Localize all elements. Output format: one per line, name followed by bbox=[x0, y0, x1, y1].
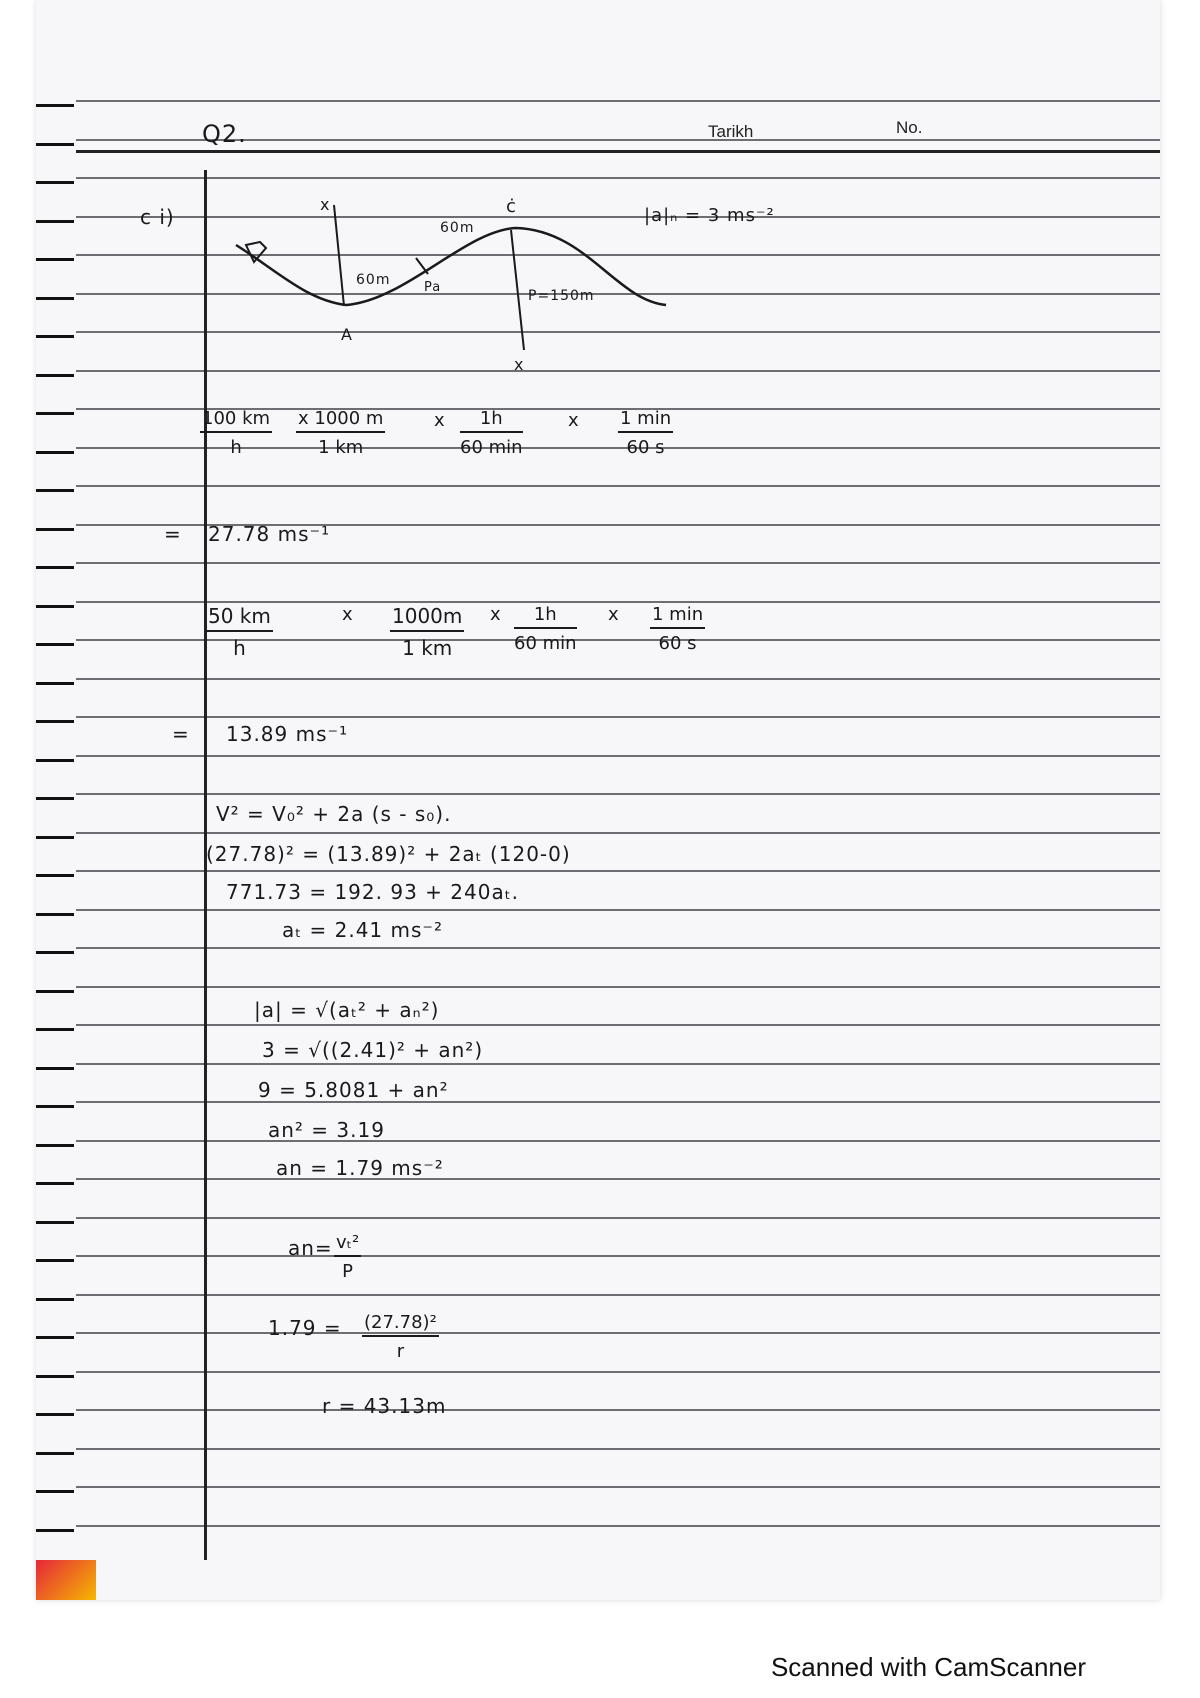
binding-tick bbox=[36, 1452, 74, 1455]
ruled-line bbox=[76, 177, 1160, 179]
magnitude-line-2: 3 = √((2.41)² + an²) bbox=[262, 1038, 484, 1062]
binding-tick bbox=[36, 412, 74, 415]
binding-tick bbox=[36, 258, 74, 261]
kinematics-line-4: aₜ = 2.41 ms⁻² bbox=[282, 918, 443, 942]
result1-equals: = bbox=[164, 522, 182, 546]
no-label: No. bbox=[896, 118, 923, 137]
diagram-label-p150: P=150m bbox=[528, 288, 595, 304]
question-number: Q2. bbox=[202, 120, 247, 148]
binding-tick bbox=[36, 297, 74, 300]
normal-line-c bbox=[511, 230, 524, 350]
binding-tick bbox=[36, 1529, 74, 1532]
binding-tick bbox=[36, 797, 74, 800]
conv2-times-1: x bbox=[342, 604, 354, 625]
binding-tick bbox=[36, 1067, 74, 1070]
binding-tick bbox=[36, 1182, 74, 1185]
radius-final: r = 43.13m bbox=[322, 1394, 447, 1418]
car-icon bbox=[246, 242, 266, 262]
normal-line-a bbox=[334, 205, 344, 306]
conv1-term1: $\frac{100 km}{h}$ bbox=[202, 408, 271, 458]
binding-tick bbox=[36, 913, 74, 916]
result1-value: 27.78 ms⁻¹ bbox=[208, 522, 331, 546]
magnitude-line-5: an = 1.79 ms⁻² bbox=[276, 1156, 444, 1180]
ruled-line bbox=[76, 1024, 1160, 1026]
binding-tick bbox=[36, 1259, 74, 1262]
an-formula-lhs: an= bbox=[288, 1236, 333, 1260]
ruled-line bbox=[76, 1525, 1160, 1527]
conv2-term1: $\frac{50 km}{h}$ bbox=[208, 604, 271, 660]
binding-tick bbox=[36, 1028, 74, 1031]
ruled-line bbox=[76, 1448, 1160, 1450]
conv1-times-1: x bbox=[434, 410, 446, 431]
ruled-line bbox=[76, 562, 1160, 564]
binding-tick bbox=[36, 990, 74, 993]
an-formula-fraction: $\frac{\text{vₜ²}}{P}$ bbox=[336, 1232, 360, 1282]
track-curve bbox=[236, 228, 666, 305]
binding-tick bbox=[36, 1413, 74, 1416]
binding-tick bbox=[36, 1375, 74, 1378]
accel-magnitude-given: |a|ₙ = 3 ms⁻² bbox=[644, 205, 775, 226]
conv2-times-3: x bbox=[608, 604, 620, 625]
ruled-line bbox=[76, 1140, 1160, 1142]
diagram-label-c: ċ bbox=[506, 196, 517, 217]
ruled-line bbox=[76, 1063, 1160, 1065]
binding-tick bbox=[36, 1105, 74, 1108]
result2-equals: = bbox=[172, 722, 190, 746]
diagram-label-pa: Pa bbox=[424, 280, 442, 295]
binding-tick bbox=[36, 951, 74, 954]
ruled-line bbox=[76, 1371, 1160, 1373]
diagram-label-x-bottom: x bbox=[514, 355, 525, 374]
kinematics-line-2: (27.78)² = (13.89)² + 2aₜ (120-0) bbox=[206, 842, 571, 866]
binding-tick bbox=[36, 335, 74, 338]
ruled-line bbox=[76, 793, 1160, 795]
notebook-page bbox=[36, 0, 1160, 1600]
binding-tick bbox=[36, 643, 74, 646]
binding-tick bbox=[36, 566, 74, 569]
magnitude-line-3: 9 = 5.8081 + an² bbox=[258, 1078, 449, 1102]
binding-tick bbox=[36, 1490, 74, 1493]
binding-tick bbox=[36, 489, 74, 492]
ruled-line bbox=[76, 909, 1160, 911]
conv2-term3: 1h 60 min bbox=[514, 604, 577, 654]
ruled-line bbox=[76, 716, 1160, 718]
ruled-line bbox=[76, 100, 1160, 102]
binding-tick bbox=[36, 143, 74, 146]
conv2-times-2: x bbox=[490, 604, 502, 625]
ruled-line bbox=[76, 1101, 1160, 1103]
magnitude-line-4: an² = 3.19 bbox=[268, 1118, 385, 1142]
magnitude-line-1: |a| = √(aₜ² + aₙ²) bbox=[254, 998, 440, 1022]
ruled-line bbox=[76, 1294, 1160, 1296]
midpoint-mark bbox=[416, 258, 428, 274]
ruled-line bbox=[76, 1178, 1160, 1180]
binding-tick bbox=[36, 1144, 74, 1147]
binding-tick bbox=[36, 451, 74, 454]
diagram-label-a: A bbox=[341, 325, 353, 344]
binding-tick bbox=[36, 220, 74, 223]
result2-value: 13.89 ms⁻¹ bbox=[226, 722, 349, 746]
ruled-line bbox=[76, 601, 1160, 603]
tarikh-label: Tarikh bbox=[708, 122, 754, 141]
binding-tick bbox=[36, 181, 74, 184]
ruled-line bbox=[76, 1486, 1160, 1488]
binding-tick bbox=[36, 1298, 74, 1301]
ruled-line bbox=[76, 485, 1160, 487]
binding-tick bbox=[36, 1221, 74, 1224]
header-line bbox=[76, 150, 1160, 153]
radius-substitution-fraction: $\frac{\text{(27.78)²}}{r}$ bbox=[364, 1312, 437, 1362]
binding-tick bbox=[36, 874, 74, 877]
binding-tick bbox=[36, 374, 74, 377]
radius-substitution-lhs: 1.79 = bbox=[268, 1316, 342, 1340]
binding-tick bbox=[36, 104, 74, 107]
binding-tick bbox=[36, 1336, 74, 1339]
binding-tick bbox=[36, 528, 74, 531]
ruled-line bbox=[76, 986, 1160, 988]
ruled-line bbox=[76, 1255, 1160, 1257]
ruled-line bbox=[76, 1217, 1160, 1219]
diagram-label-60m-top: 60m bbox=[440, 220, 475, 236]
conv1-times-2: x bbox=[568, 410, 580, 431]
ruled-line bbox=[76, 832, 1160, 834]
conv2-term4: 1 min 60 s bbox=[652, 604, 704, 654]
background-corner bbox=[36, 1560, 96, 1600]
ruled-line bbox=[76, 870, 1160, 872]
part-label: c i) bbox=[140, 205, 175, 229]
ruled-line bbox=[76, 678, 1160, 680]
binding-tick bbox=[36, 836, 74, 839]
ruled-line bbox=[76, 1409, 1160, 1411]
binding-tick bbox=[36, 720, 74, 723]
diagram-label-x-top: x bbox=[320, 195, 331, 214]
conv1-term4: 1 min 60 s bbox=[620, 408, 672, 458]
binding-tick bbox=[36, 605, 74, 608]
ruled-line bbox=[76, 947, 1160, 949]
conv2-term2: $\frac{1000m}{1 km}$ bbox=[392, 604, 463, 660]
diagram-label-60m-bottom: 60m bbox=[356, 272, 391, 288]
binding-tick bbox=[36, 682, 74, 685]
conv1-term2: $\frac{x 1000 m}{1 km}$ bbox=[298, 408, 384, 458]
ruled-line bbox=[76, 755, 1160, 757]
scanner-watermark: Scanned with CamScanner bbox=[770, 1652, 1086, 1682]
binding-tick bbox=[36, 759, 74, 762]
kinematics-line-3: 771.73 = 192. 93 + 240aₜ. bbox=[226, 880, 519, 904]
conv1-term3: 1h 60 min bbox=[460, 408, 523, 458]
ruled-line bbox=[76, 1332, 1160, 1334]
kinematics-line-1: V² = V₀² + 2a (s - s₀). bbox=[216, 802, 452, 826]
